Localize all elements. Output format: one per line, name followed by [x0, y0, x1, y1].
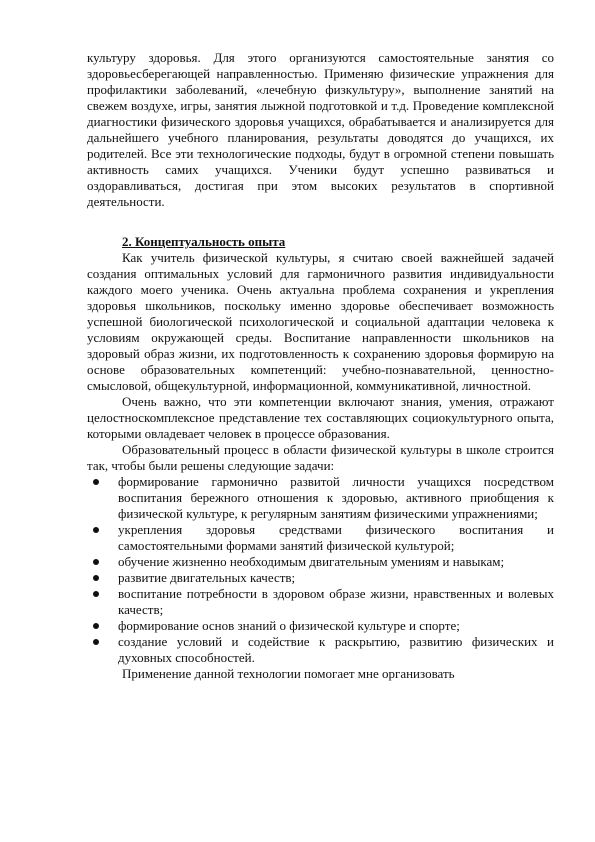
bullet-icon: [93, 559, 99, 565]
competencies-paragraph: Очень важно, что эти компетенции включают знания, умения, отражают целостноскомплексное представление тех составляющих социокультурного опыта, которыми овладевает человек в процессе образования.: [87, 394, 554, 441]
bullet-icon: [93, 527, 99, 533]
page-content: [87, 50, 554, 682]
section-heading: 2. Концептуальность опыта: [122, 234, 286, 249]
list-item-text: создание условий и содействие к раскрытию, развитию физических и духовных способностей.: [118, 634, 554, 665]
closing-paragraph: Применение данной технологии помогает мне организовать: [122, 666, 455, 681]
concept-paragraph: Как учитель физической культуры, я считаю своей важнейшей задачей создания оптимальных условий для гармоничного развития индивидуальности каждого моего ученика. Очень актуальна проблема сохранения и укрепления здоровья школьников, поскольку именно здоровье обеспечивает возможность успешной биологической психологической и социальной адаптации человека к условиям окружающей среды. Воспитание направленности школьников на здоровый образ жизни, их подготовленность к сохранению здоровья формирую на основе образовательных компетенций: учебно-познавательной, ценностно-смысловой, общекультурной, информационной, коммуникативной, личностной.: [87, 250, 554, 393]
list-item-text: развитие двигательных качеств;: [118, 570, 296, 585]
bullet-icon: [93, 479, 99, 485]
bullet-icon: [93, 639, 99, 645]
bullet-icon: [93, 623, 99, 629]
list-item-text: укрепления здоровья средствами физического воспитания и самостоятельными формами занятий физической культурой;: [118, 522, 554, 553]
list-item-text: воспитание потребности в здоровом образе жизни, нравственных и волевых качеств;: [118, 586, 554, 617]
intro-paragraph: культуру здоровья. Для этого организуются самостоятельные занятия со здоровьесберегающей направленностью. Применяю физические упражнения для профилактики заболеваний, «лечебную физкультуру», выполнение занятий на свежем воздухе, игры, занятия лыжной подготовкой и т.д. Проведение комплексной диагностики физического здоровья учащихся, обрабатывается и анализируется для дальнейшего учебного планирования, результаты доводятся до учащихся, их родителей. Все эти технологические подходы, будут в огромной степени повышать активность самих учащихся. Ученики будут успешно развиваться и оздоравливаться, достигая при этом высоких результатов в спортивной деятельности.: [87, 50, 554, 209]
list-item: [87, 474, 554, 522]
list-item: [87, 570, 554, 586]
bullet-icon: [93, 575, 99, 581]
tasks-intro-paragraph: Образовательный процесс в области физической культуры в школе строится так, чтобы были решены следующие задачи:: [87, 442, 554, 473]
list-item: [87, 634, 554, 666]
bullet-icon: [93, 591, 99, 597]
tasks-list: [87, 474, 554, 666]
list-item-text: формирование гармонично развитой личности учащихся посредством воспитания бережного отношения к здоровью, активного приобщения к физической культуре, к регулярным занятиям физическими упражнениями;: [118, 474, 554, 521]
list-item-text: обучение жизненно необходимым двигательным умениям и навыкам;: [118, 554, 505, 569]
list-item-text: формирование основ знаний о физической культуре и спорте;: [118, 618, 460, 633]
list-item: [87, 522, 554, 554]
list-item: [87, 586, 554, 618]
list-item: [87, 554, 554, 570]
list-item: [87, 618, 554, 634]
